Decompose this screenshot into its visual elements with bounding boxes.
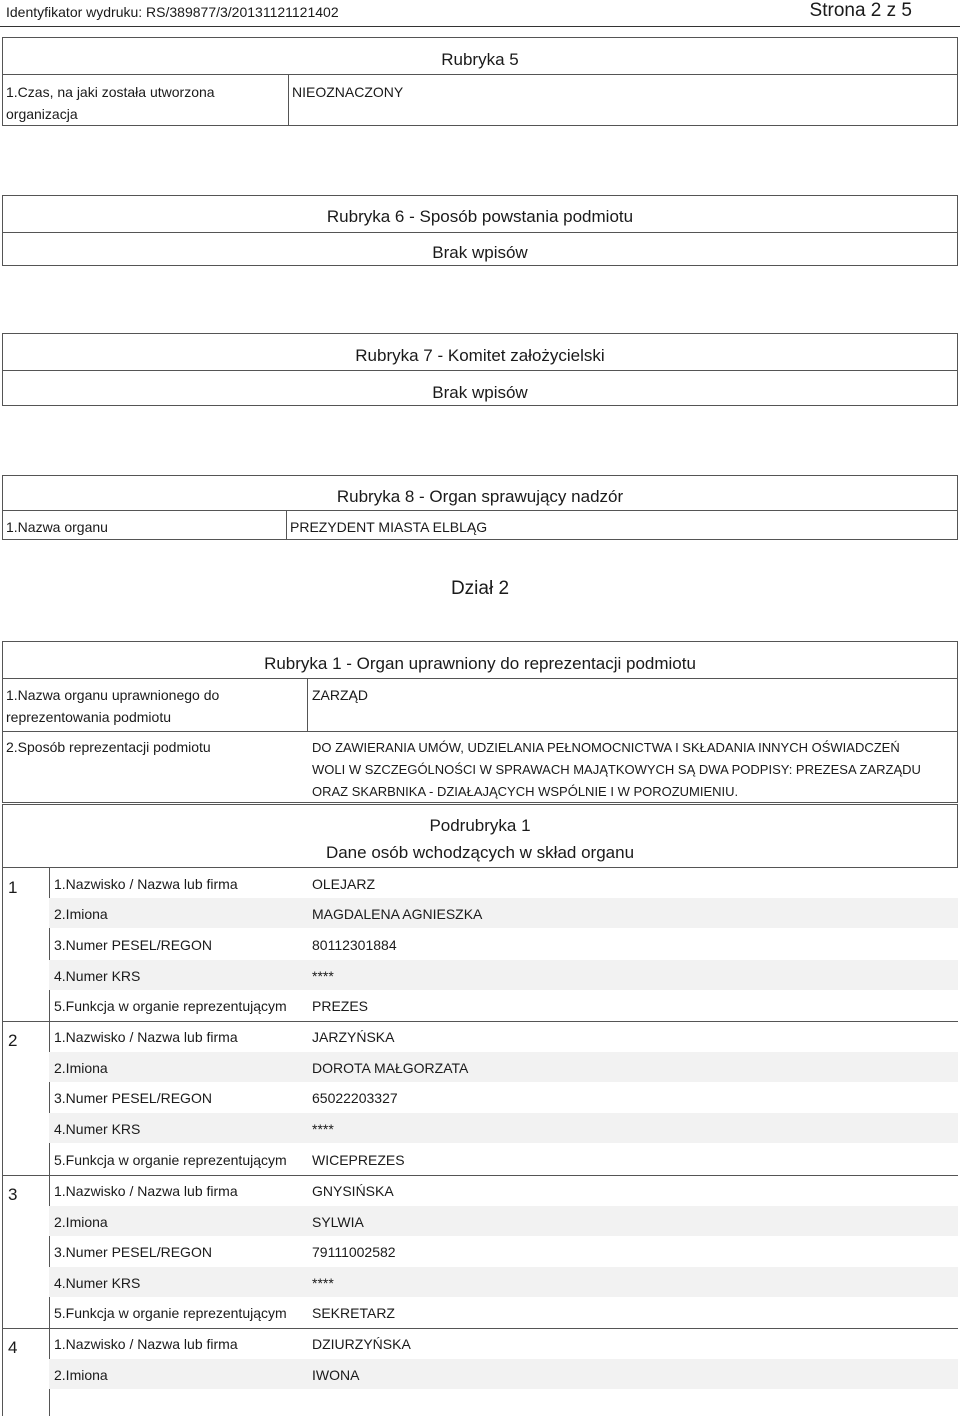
label-imiona: 2.Imiona — [54, 1214, 108, 1230]
rubryka6-title: Rubryka 6 - Sposób powstania podmiotu — [326, 207, 634, 226]
value-krs: **** — [312, 1275, 334, 1291]
rubryka8-title: Rubryka 8 - Organ sprawujący nadzór — [336, 487, 624, 506]
label-pesel: 3.Numer PESEL/REGON — [54, 937, 212, 953]
person-number: 2 — [8, 1031, 18, 1050]
value-imiona: MAGDALENA AGNIESZKA — [312, 906, 483, 922]
rubryka7-value: Brak wpisów — [432, 383, 528, 402]
label-funkcja: 5.Funkcja w organie reprezentującym — [54, 1305, 287, 1321]
rubryka5-label-line2: organizacja — [6, 106, 78, 122]
label-pesel: 3.Numer PESEL/REGON — [54, 1090, 212, 1106]
value-funkcja: SEKRETARZ — [312, 1305, 395, 1321]
page-number: Strona 2 z 5 — [809, 0, 912, 21]
rubryka5-value: NIEOZNACZONY — [292, 84, 404, 100]
value-funkcja: WICEPREZES — [312, 1152, 405, 1168]
rubryka7-title: Rubryka 7 - Komitet założycielski — [355, 346, 605, 365]
rubryka1-value2-line2: WOLI W SZCZEGÓLNOŚCI W SPRAWACH MAJĄTKOWYCH SĄ DWA PODPISY: PREZESA ZARZĄDU — [312, 762, 921, 777]
label-pesel: 3.Numer PESEL/REGON — [54, 1244, 212, 1260]
rubryka1-label1-line1: 1.Nazwa organu uprawnionego do — [6, 687, 220, 703]
label-krs: 4.Numer KRS — [54, 1275, 141, 1291]
label-funkcja: 5.Funkcja w organie reprezentującym — [54, 1152, 287, 1168]
value-pesel: 79111002582 — [312, 1244, 396, 1260]
value-nazwisko: DZIURZYŃSKA — [312, 1336, 411, 1352]
podrubryka-title: Podrubryka 1 — [429, 816, 531, 835]
rubryka8-value: PREZYDENT MIASTA ELBLĄG — [290, 519, 488, 535]
rubryka1-value2-line3: ORAZ SKARBNIKA - DZIAŁAJĄCYCH WSPÓLNIE I W POROZUMIENIU. — [312, 784, 739, 799]
rubryka1-title: Rubryka 1 - Organ uprawniony do reprezentacji podmiotu — [264, 654, 696, 673]
value-imiona: DOROTA MAŁGORZATA — [312, 1060, 469, 1076]
label-nazwisko: 1.Nazwisko / Nazwa lub firma — [54, 1336, 238, 1352]
label-nazwisko: 1.Nazwisko / Nazwa lub firma — [54, 1183, 238, 1199]
person-number: 1 — [8, 878, 18, 897]
person-number: 4 — [8, 1338, 18, 1357]
value-nazwisko: JARZYŃSKA — [312, 1029, 395, 1045]
label-krs: 4.Numer KRS — [54, 968, 141, 984]
header-rule — [0, 26, 960, 27]
value-krs: **** — [312, 1121, 334, 1137]
rubryka8-label: 1.Nazwa organu — [6, 519, 108, 535]
value-nazwisko: GNYSIŃSKA — [312, 1183, 394, 1199]
rubryka1-value1: ZARZĄD — [312, 687, 368, 703]
rubryka5-title: Rubryka 5 — [441, 50, 519, 69]
label-krs: 4.Numer KRS — [54, 1121, 141, 1137]
value-imiona: SYLWIA — [312, 1214, 364, 1230]
value-pesel: 65022203327 — [312, 1090, 398, 1106]
value-funkcja: PREZES — [312, 998, 369, 1014]
value-imiona: IWONA — [312, 1367, 360, 1383]
label-nazwisko: 1.Nazwisko / Nazwa lub firma — [54, 1029, 238, 1045]
rubryka1-label2: 2.Sposób reprezentacji podmiotu — [6, 739, 211, 755]
rubryka1-value2-line1: DO ZAWIERANIA UMÓW, UDZIELANIA PEŁNOMOCNICTWA I SKŁADANIA INNYCH OŚWIADCZEŃ — [312, 740, 900, 755]
label-imiona: 2.Imiona — [54, 1367, 108, 1383]
label-funkcja: 5.Funkcja w organie reprezentującym — [54, 998, 287, 1014]
print-identifier: Identyfikator wydruku: RS/389877/3/20131121121402 — [6, 4, 339, 20]
value-pesel: 80112301884 — [312, 937, 397, 953]
label-imiona: 2.Imiona — [54, 906, 108, 922]
rubryka6-value: Brak wpisów — [432, 243, 528, 262]
label-nazwisko: 1.Nazwisko / Nazwa lub firma — [54, 876, 238, 892]
person-number: 3 — [8, 1185, 18, 1204]
value-nazwisko: OLEJARZ — [312, 876, 376, 892]
rubryka1-label1-line2: reprezentowania podmiotu — [6, 709, 171, 725]
dzial-title: Dział 2 — [450, 578, 510, 599]
label-imiona: 2.Imiona — [54, 1060, 108, 1076]
value-krs: **** — [312, 968, 334, 984]
rubryka5-label-line1: 1.Czas, na jaki została utworzona — [6, 84, 215, 100]
podrubryka-subtitle: Dane osób wchodzących w skład organu — [325, 843, 635, 862]
